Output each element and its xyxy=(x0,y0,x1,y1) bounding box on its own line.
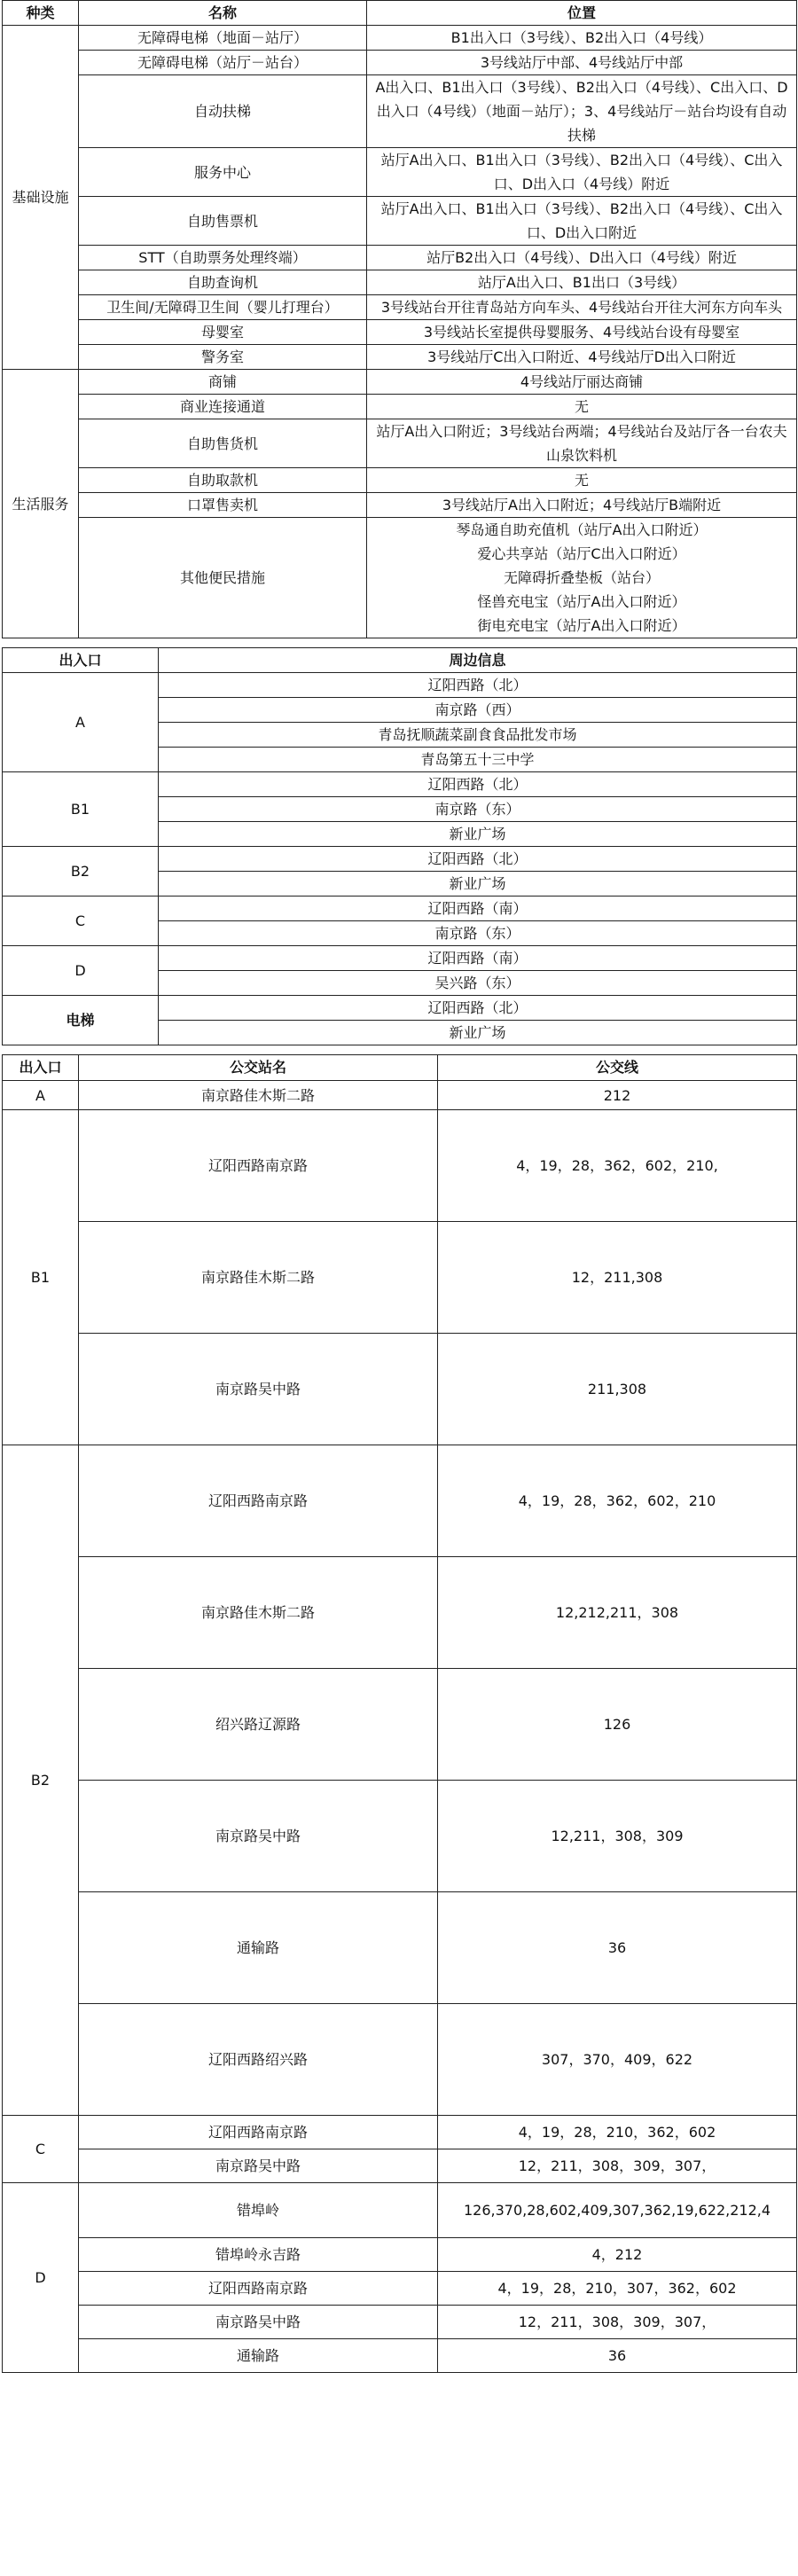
category-cell: 生活服务 xyxy=(3,370,79,638)
bus-lines: 211,308 xyxy=(438,1334,797,1445)
facility-location: 无 xyxy=(367,468,797,493)
bus-stop: 错埠岭永吉路 xyxy=(79,2238,438,2272)
bus-stop: 错埠岭 xyxy=(79,2183,438,2238)
facility-name: STT（自助票务处理终端） xyxy=(79,246,367,270)
bus-lines: 4，19，28，210，307，362，602 xyxy=(438,2272,797,2306)
bus-lines: 4，19，28，362，602，210, xyxy=(438,1110,797,1222)
bus-stop: 南京路吴中路 xyxy=(79,1334,438,1445)
location-line: 街电充电宝（站厅A出入口附近） xyxy=(477,617,686,634)
bus-stop: 南京路吴中路 xyxy=(79,1781,438,1892)
bus-stop: 南京路佳木斯二路 xyxy=(79,1557,438,1669)
header-bus-stop: 公交站名 xyxy=(79,1055,438,1081)
exit-cell: A xyxy=(3,1081,79,1110)
facility-location: 3号线站长室提供母婴服务、4号线站台设有母婴室 xyxy=(367,320,797,345)
header-name: 名称 xyxy=(79,1,367,26)
exit-cell: B1 xyxy=(3,1110,79,1445)
exit-cell: D xyxy=(3,2183,79,2373)
surrounding-item: 辽阳西路（北） xyxy=(159,772,797,797)
facility-location-multiline xyxy=(367,518,797,638)
facility-name: 服务中心 xyxy=(79,148,367,197)
facility-location: 3号线站台开往青岛站方向车头、4号线站台开往大河东方向车头 xyxy=(367,295,797,320)
facility-location: 4号线站厅丽达商铺 xyxy=(367,370,797,395)
surrounding-item: 辽阳西路（南） xyxy=(159,897,797,921)
bus-stop: 通输路 xyxy=(79,1892,438,2004)
facility-location: 3号线站厅C出入口附近、4号线站厅D出入口附近 xyxy=(367,345,797,370)
surrounding-item: 辽阳西路（北） xyxy=(159,996,797,1021)
surrounding-item: 南京路（东） xyxy=(159,797,797,822)
surrounding-item: 南京路（东） xyxy=(159,921,797,946)
surrounding-item: 新业广场 xyxy=(159,872,797,897)
facility-name: 自助取款机 xyxy=(79,468,367,493)
facility-location: 站厅A出入口附近；3号线站台两端；4号线站台及站厅各一台农夫山泉饮料机 xyxy=(367,419,797,468)
bus-stop: 辽阳西路南京路 xyxy=(79,2272,438,2306)
facility-location: 无 xyxy=(367,395,797,419)
bus-lines: 12,211，308，309 xyxy=(438,1781,797,1892)
facility-name: 自动扶梯 xyxy=(79,75,367,148)
exit-cell: C xyxy=(3,897,159,946)
bus-lines: 12，211，308，309，307， xyxy=(438,2306,797,2339)
bus-lines: 126 xyxy=(438,1669,797,1781)
bus-stop: 南京路佳木斯二路 xyxy=(79,1222,438,1334)
bus-lines: 4，19，28，362，602，210 xyxy=(438,1445,797,1557)
surrounding-item: 南京路（西） xyxy=(159,698,797,723)
exit-cell: B2 xyxy=(3,847,159,897)
bus-stop: 辽阳西路南京路 xyxy=(79,1110,438,1222)
exit-cell: A xyxy=(3,673,159,772)
facility-location: 站厅A出入口、B1出入口（3号线）、B2出入口（4号线）、C出入口、D出入口（4号线）附近 xyxy=(367,148,797,197)
facility-name: 商铺 xyxy=(79,370,367,395)
bus-stop: 辽阳西路南京路 xyxy=(79,1445,438,1557)
facility-name: 警务室 xyxy=(79,345,367,370)
facility-location: 站厅B2出入口（4号线）、D出入口（4号线）附近 xyxy=(367,246,797,270)
bus-lines: 4，212 xyxy=(438,2238,797,2272)
bus-lines: 4，19，28，210，362，602 xyxy=(438,2116,797,2149)
surroundings-table xyxy=(2,647,797,1045)
bus-lines: 36 xyxy=(438,1892,797,2004)
bus-lines: 12,212,211，308 xyxy=(438,1557,797,1669)
bus-lines: 12，211，308，309，307， xyxy=(438,2149,797,2183)
surrounding-item: 新业广场 xyxy=(159,822,797,847)
location-line: 琴岛通自助充值机（站厅A出入口附近） xyxy=(456,521,708,538)
bus-stop: 通输路 xyxy=(79,2339,438,2373)
facility-name: 自助查询机 xyxy=(79,270,367,295)
facility-name: 口罩售卖机 xyxy=(79,493,367,518)
bus-lines: 126,370,28,602,409,307,362,19,622,212,4 xyxy=(438,2183,797,2238)
facility-name: 卫生间/无障碍卫生间（婴儿打理台） xyxy=(79,295,367,320)
surrounding-item: 辽阳西路（南） xyxy=(159,946,797,971)
exit-cell: 电梯 xyxy=(3,996,159,1045)
facility-name: 无障碍电梯（地面－站厅） xyxy=(79,26,367,51)
surrounding-item: 青岛抚顺蔬菜副食食品批发市场 xyxy=(159,723,797,748)
facility-location: B1出入口（3号线）、B2出入口（4号线） xyxy=(367,26,797,51)
header-exit: 出入口 xyxy=(3,1055,79,1081)
facility-location: 3号线站厅A出入口附近；4号线站厅B端附近 xyxy=(367,493,797,518)
surrounding-item: 青岛第五十三中学 xyxy=(159,748,797,772)
exit-cell: C xyxy=(3,2116,79,2183)
location-line: 怪兽充电宝（站厅A出入口附近） xyxy=(477,593,686,610)
facility-name: 母婴室 xyxy=(79,320,367,345)
facility-name: 自助售货机 xyxy=(79,419,367,468)
bus-stop: 辽阳西路绍兴路 xyxy=(79,2004,438,2116)
bus-lines: 12，211,308 xyxy=(438,1222,797,1334)
header-location: 位置 xyxy=(367,1,797,26)
facility-location: 站厅A出入口、B1出口（3号线） xyxy=(367,270,797,295)
surrounding-item: 吴兴路（东） xyxy=(159,971,797,996)
exit-cell: B2 xyxy=(3,1445,79,2116)
bus-lines: 307，370，409，622 xyxy=(438,2004,797,2116)
bus-lines: 212 xyxy=(438,1081,797,1110)
facility-name: 商业连接通道 xyxy=(79,395,367,419)
facility-name: 无障碍电梯（站厅－站台） xyxy=(79,51,367,75)
facility-name: 其他便民措施 xyxy=(79,518,367,638)
exit-cell: D xyxy=(3,946,159,996)
header-surroundings: 周边信息 xyxy=(159,648,797,673)
bus-stop: 绍兴路辽源路 xyxy=(79,1669,438,1781)
bus-stop: 南京路佳木斯二路 xyxy=(79,1081,438,1110)
surrounding-item: 辽阳西路（北） xyxy=(159,673,797,698)
location-line: 爱心共享站（站厅C出入口附近） xyxy=(477,545,686,562)
facility-location: 站厅A出入口、B1出入口（3号线）、B2出入口（4号线）、C出入口、D出入口附近 xyxy=(367,197,797,246)
header-exit: 出入口 xyxy=(3,648,159,673)
header-category: 种类 xyxy=(3,1,79,26)
surrounding-item: 辽阳西路（北） xyxy=(159,847,797,872)
facility-location: 3号线站厅中部、4号线站厅中部 xyxy=(367,51,797,75)
facility-location: A出入口、B1出入口（3号线）、B2出入口（4号线）、C出入口、D出入口（4号线）（地面－站厅）；3、4号线站厅－站台均设有自动扶梯 xyxy=(367,75,797,148)
header-bus-lines: 公交线 xyxy=(438,1055,797,1081)
bus-table xyxy=(2,1054,797,2373)
bus-stop: 辽阳西路南京路 xyxy=(79,2116,438,2149)
facility-name: 自助售票机 xyxy=(79,197,367,246)
bus-stop: 南京路吴中路 xyxy=(79,2149,438,2183)
location-line: 无障碍折叠垫板（站台） xyxy=(503,569,660,586)
bus-stop: 南京路吴中路 xyxy=(79,2306,438,2339)
category-cell: 基础设施 xyxy=(3,26,79,370)
surrounding-item: 新业广场 xyxy=(159,1021,797,1045)
facilities-table xyxy=(2,0,797,638)
exit-cell: B1 xyxy=(3,772,159,847)
bus-lines: 36 xyxy=(438,2339,797,2373)
